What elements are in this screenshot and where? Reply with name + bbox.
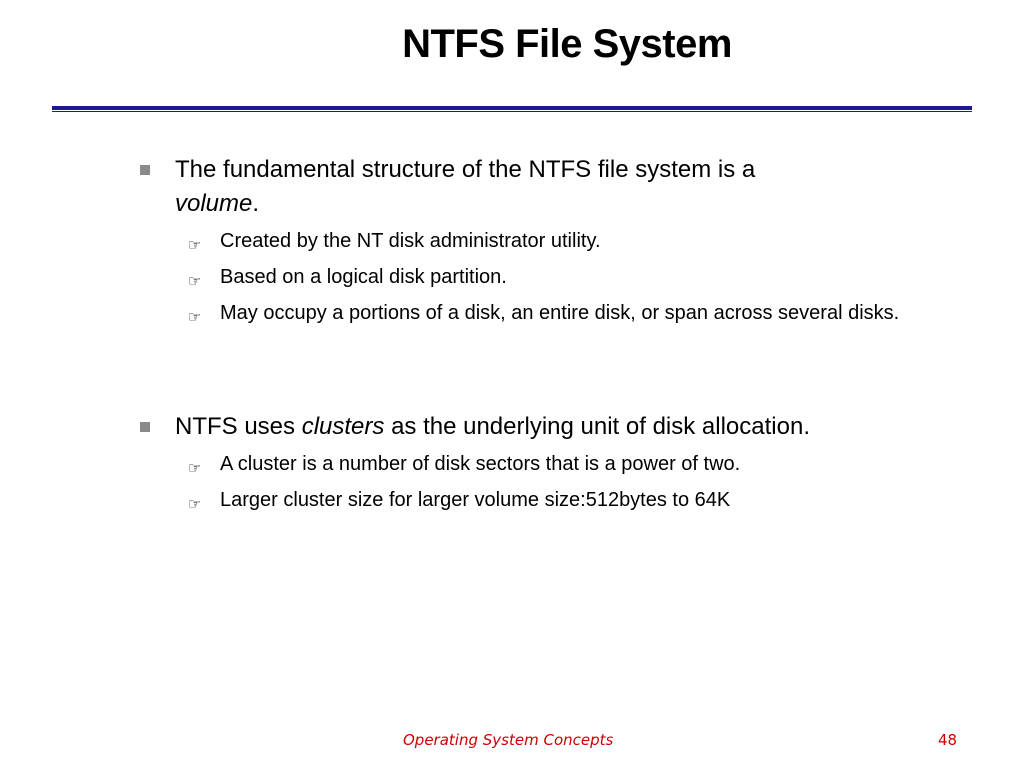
pointing-hand-icon: ☞ <box>188 272 202 290</box>
footer-page-number: 48 <box>938 731 958 749</box>
sub-bullet-text: Created by the NT disk administrator utility. <box>220 230 601 252</box>
bullet-group-2 <box>0 410 1024 516</box>
pointing-hand-icon: ☞ <box>188 495 202 513</box>
bullet-text: NTFS uses <box>175 413 296 440</box>
bullet-emphasis: volume <box>175 190 253 217</box>
pointing-hand-icon: ☞ <box>188 459 202 477</box>
sub-bullet-item <box>0 226 1024 257</box>
square-bullet-icon <box>140 422 150 432</box>
sub-bullet-item <box>0 449 1024 480</box>
title-rule-thin <box>52 111 972 112</box>
sub-bullet-text: A cluster is a number of disk sectors that is a power of two. <box>220 453 741 475</box>
pointing-hand-icon: ☞ <box>188 308 202 326</box>
sub-bullet-text: May occupy a portions of a disk, an entire disk, or span across several disks. <box>220 302 900 324</box>
sub-bullet-item <box>0 262 1024 293</box>
bullet-text-after: as the underlying unit of disk allocation. <box>391 413 810 440</box>
title-rule-thick <box>52 106 972 110</box>
bullet-text: The fundamental structure of the NTFS file system is a <box>175 156 756 183</box>
sub-bullet-text: Based on a logical disk partition. <box>220 266 507 288</box>
sub-bullet-item <box>0 485 1024 516</box>
sub-bullet-text: Larger cluster size for larger volume size:512bytes to 64K <box>220 489 731 511</box>
bullet-text-after: . <box>252 190 260 217</box>
bullet-item <box>0 410 1024 444</box>
bullet-group-1 <box>0 153 1024 329</box>
bullet-emphasis: clusters <box>301 413 385 440</box>
bullet-item <box>0 153 1024 221</box>
square-bullet-icon <box>140 165 150 175</box>
footer-book-title: Operating System Concepts <box>403 731 614 749</box>
pointing-hand-icon: ☞ <box>188 236 202 254</box>
sub-bullet-item <box>0 298 1024 329</box>
slide-title: NTFS File System <box>402 22 732 66</box>
